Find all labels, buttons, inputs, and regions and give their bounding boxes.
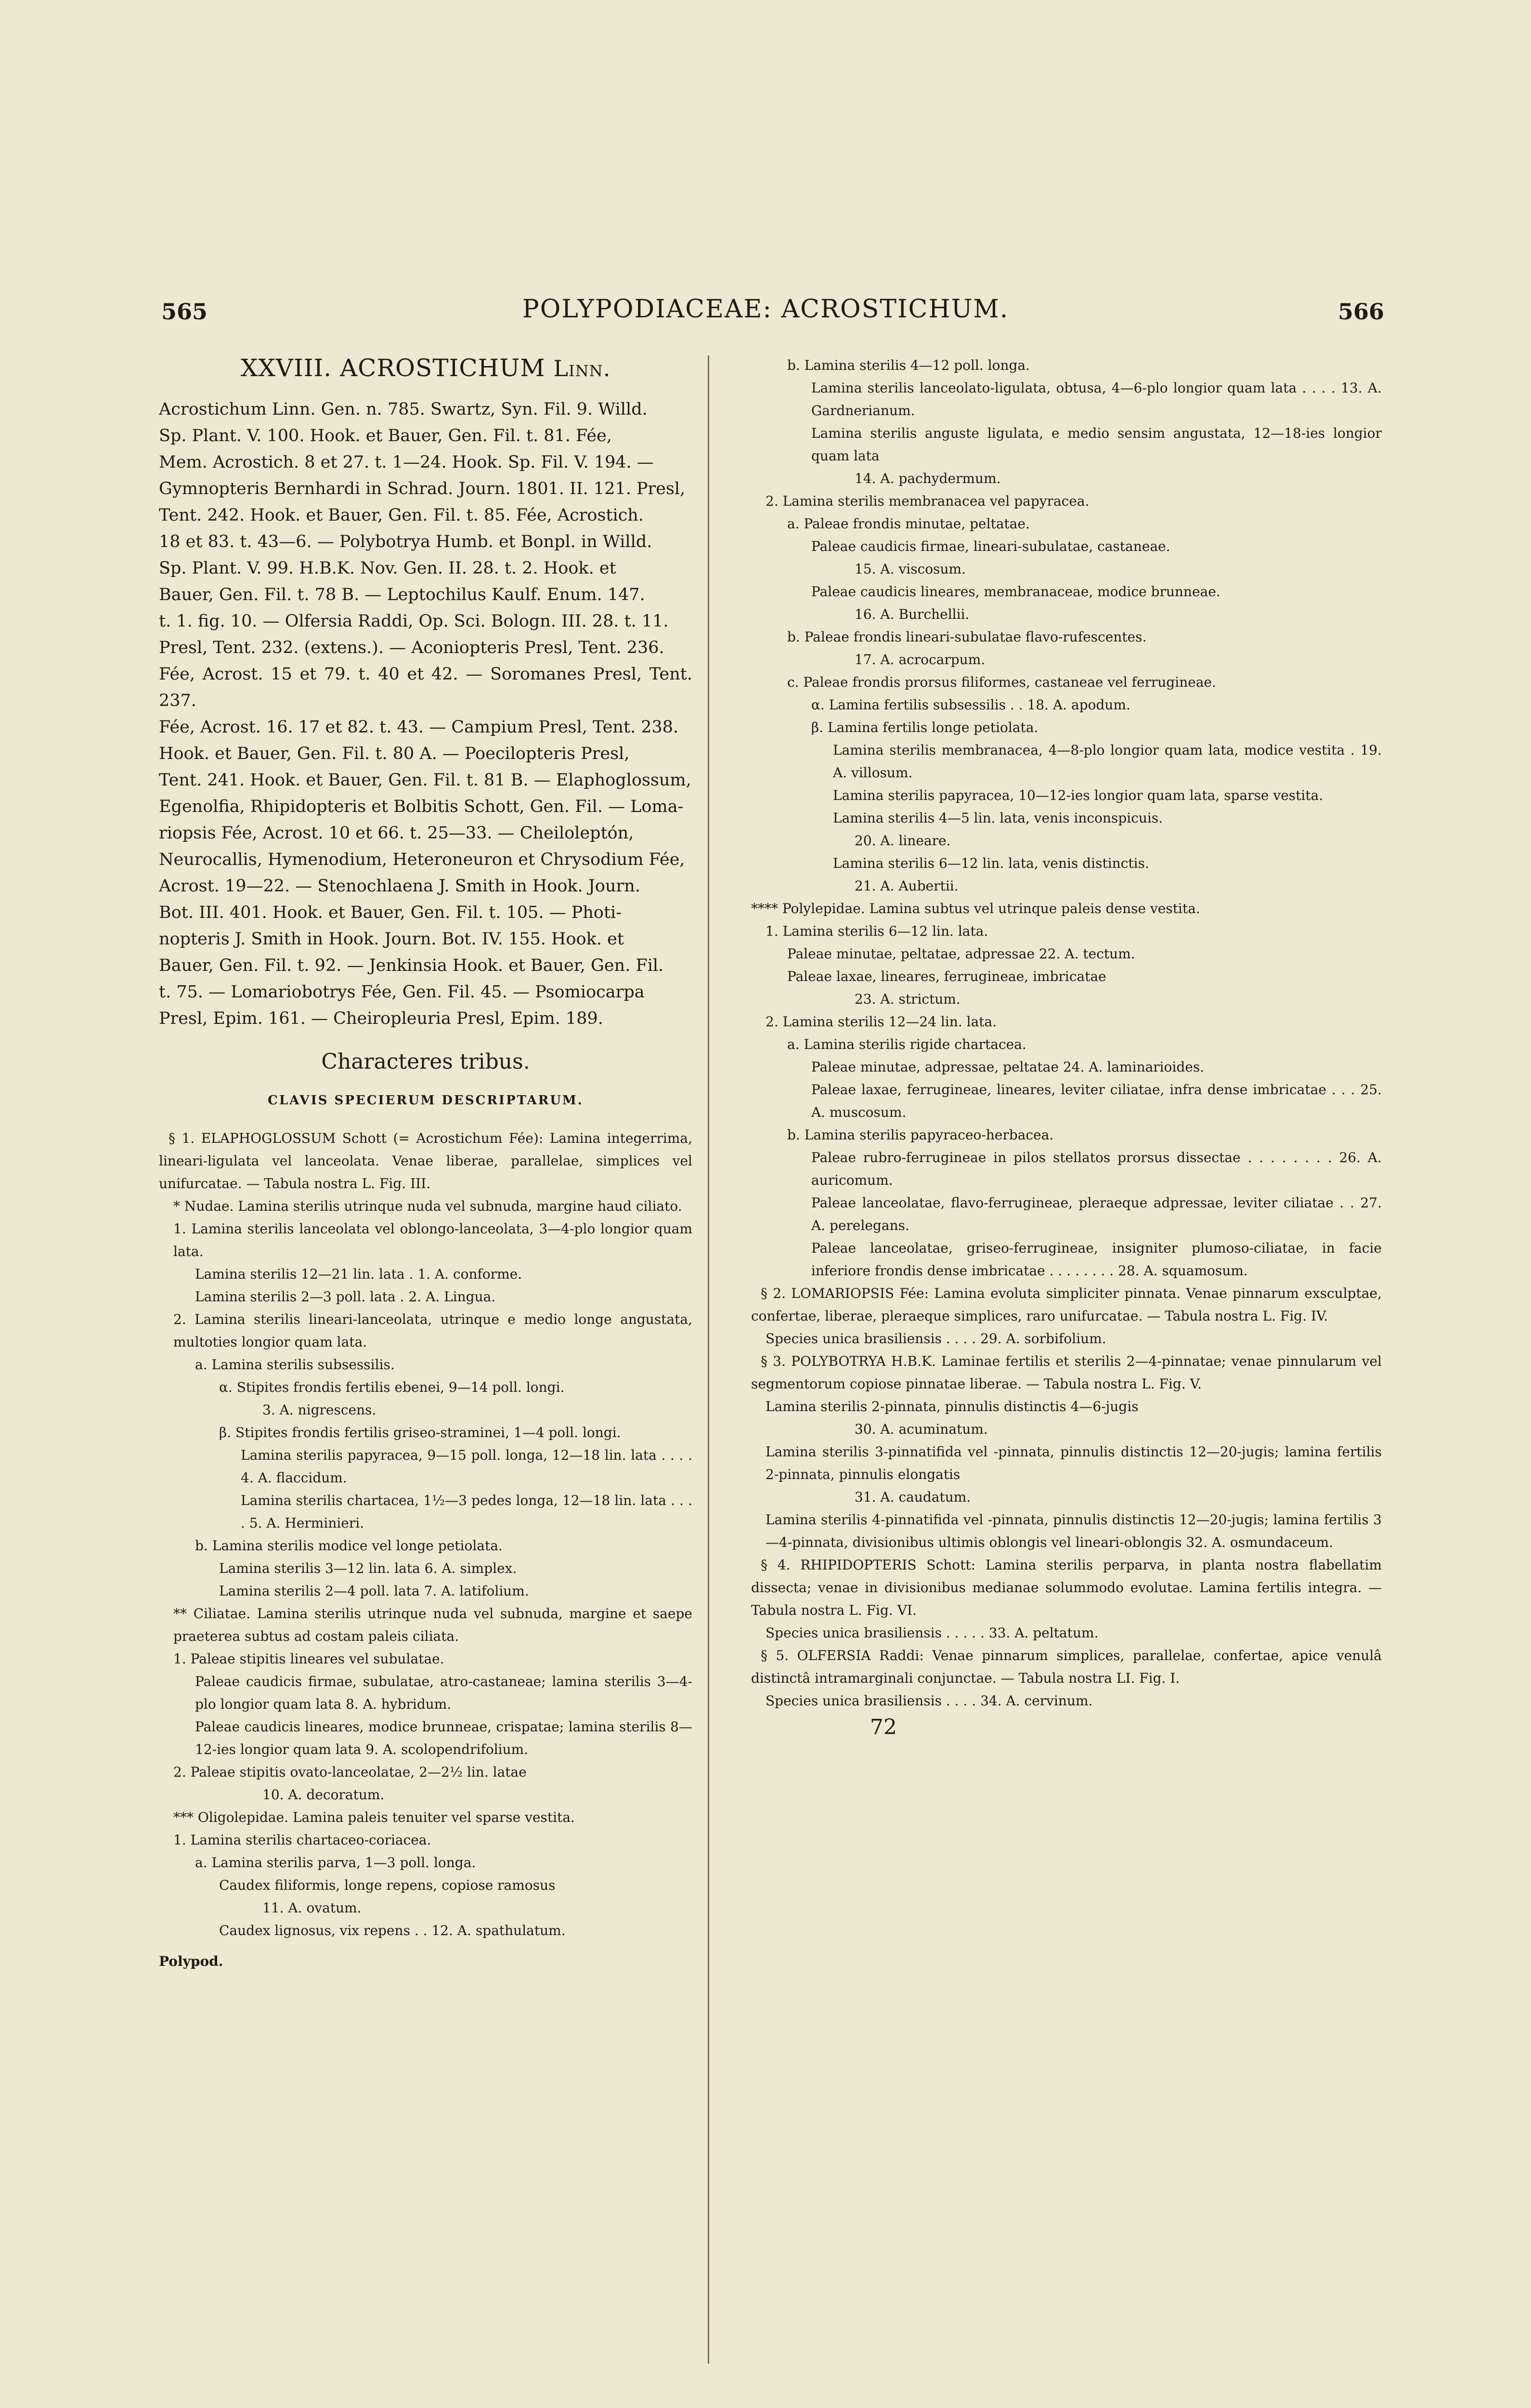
characteres-heading: Characteres tribus.	[321, 1049, 530, 1074]
key-line: 20. A. lineare.	[855, 833, 951, 849]
key-line: 2. Lamina sterilis 12—24 lin. lata.	[766, 1014, 997, 1030]
key-line: β. Lamina fertilis longe petiolata.	[811, 720, 1038, 735]
key-line: c. Paleae frondis prorsus filiformes, castaneae vel ferrugineae.	[787, 674, 1217, 690]
synonymy-line: Fée, Acrost. 16. 17 et 82. t. 43. — Campium Presl, Tent. 238.	[159, 718, 679, 737]
synonymy-line: Acrost. 19—22. — Stenochlaena J. Smith in Hook. Journ.	[159, 877, 640, 896]
key-line: b. Lamina sterilis modice vel longe petiolata.	[195, 1538, 503, 1554]
key-line: Lamina sterilis 6—12 lin. lata, venis distinctis.	[833, 855, 1149, 871]
key-line: Paleae lanceolatae, griseo-ferrugineae, insigniter plumoso-ciliatae, in facie inferiore frondis dense imbricatae . . . . . . . . 28. A. squamosum.	[811, 1240, 1382, 1279]
genus-title-main: XXVIII. ACROSTICHUM	[240, 354, 545, 382]
synonymy-line: Bot. III. 401. Hook. et Bauer, Gen. Fil. t. 105. — Photi-	[159, 903, 622, 922]
key-line: Paleae caudicis lineares, modice brunneae, crispatae; lamina sterilis 8—12-ies longior quam lata 9. A. scolopendrifolium.	[195, 1719, 692, 1757]
clavis-heading: CLAVIS SPECIERUM DESCRIPTARUM.	[268, 1093, 584, 1108]
key-line: *** Oligolepidae. Lamina paleis tenuiter vel sparse vestita.	[173, 1809, 575, 1825]
column-rule	[708, 355, 709, 2364]
key-line: Species unica brasiliensis . . . . 34. A. cervinum.	[766, 1693, 1093, 1709]
sheet-signature: 72	[870, 1715, 897, 1740]
key-line: Paleae minutae, adpressae, peltatae 24. A. laminarioides.	[811, 1059, 1205, 1075]
key-line: 15. A. viscosum.	[855, 561, 966, 577]
synonymy-line: Fée, Acrost. 15 et 79. t. 40 et 42. — Soromanes Presl, Tent. 237.	[159, 665, 692, 710]
key-line: * Nudae. Lamina sterilis utrinque nuda vel subnuda, margine haud ciliato.	[173, 1198, 682, 1214]
key-line: Paleae laxae, ferrugineae, lineares, leviter ciliatae, infra dense imbricatae . . . 25. A. muscosum.	[811, 1082, 1382, 1120]
synonymy-line: Bauer, Gen. Fil. t. 92. — Jenkinsia Hook. et Bauer, Gen. Fil.	[159, 956, 664, 975]
key-line: Species unica brasiliensis . . . . 29. A. sorbifolium.	[766, 1331, 1106, 1347]
key-line: Lamina sterilis 2—4 poll. lata 7. A. latifolium.	[219, 1583, 529, 1599]
key-line: Lamina sterilis chartacea, 1½—3 pedes longa, 12—18 lin. lata . . . . 5. A. Herminieri.	[241, 1492, 692, 1531]
synonymy-line: riopsis Fée, Acrost. 10 et 66. t. 25—33. — Cheiloleptón,	[159, 824, 634, 843]
synonymy-line: nopteris J. Smith in Hook. Journ. Bot. IV. 155. Hook. et	[159, 929, 624, 949]
key-line: **** Polylepidae. Lamina subtus vel utrinque paleis dense vestita.	[751, 901, 1200, 916]
key-line: Lamina sterilis 3-pinnatifida vel -pinnata, pinnulis distinctis 12—20-jugis; lamina fertilis 2-pinnata, pinnulis elongatis	[766, 1444, 1382, 1482]
page-number-left: 565	[161, 299, 208, 325]
key-line: β. Stipites frondis fertilis griseo-straminei, 1—4 poll. longi.	[219, 1425, 621, 1440]
key-line: Lamina sterilis anguste ligulata, e medio sensim angustata, 12—18-ies longior quam lata	[811, 425, 1382, 464]
key-line: Lamina sterilis 2-pinnata, pinnulis distinctis 4—6-jugis	[766, 1399, 1139, 1414]
key-line: a. Lamina sterilis rigide chartacea.	[787, 1036, 1026, 1052]
key-line: 11. A. ovatum.	[262, 1900, 362, 1916]
key-line: Paleae caudicis lineares, membranaceae, modice brunneae.	[811, 584, 1220, 600]
synonymy-line: Tent. 241. Hook. et Bauer, Gen. Fil. t. 81 B. — Elaphoglossum,	[159, 771, 691, 790]
synonymy-line: Mem. Acrostich. 8 et 27. t. 1—24. Hook. Sp. Fil. V. 194. —	[159, 453, 654, 472]
key-line: 1. Lamina sterilis chartaceo-coriacea.	[173, 1832, 431, 1848]
synonymy-line: t. 1. fig. 10. — Olfersia Raddi, Op. Sci. Bologn. III. 28. t. 11.	[159, 612, 669, 631]
key-line: Lamina sterilis lanceolato-ligulata, obtusa, 4—6-plo longior quam lata . . . . 13. A. Gardnerianum.	[811, 380, 1382, 419]
section-heading: § 4. RHIPIDOPTERIS Schott: Lamina sterilis perparva, in planta nostra flabellatim dissecta; venae in divisionibus medianae solummodo evolutae. Lamina fertilis integra. — Tabula nostra L. Fig. VI.	[751, 1557, 1382, 1618]
synonymy-line: Hook. et Bauer, Gen. Fil. t. 80 A. — Poecilopteris Presl,	[159, 744, 630, 763]
key-line: Paleae lanceolatae, flavo-ferrugineae, pleraeque adpressae, leviter ciliatae . . 27. A. perelegans.	[811, 1195, 1382, 1233]
running-head: POLYPODIACEAE: ACROSTICHUM.	[522, 295, 1009, 324]
key-line: 17. A. acrocarpum.	[855, 652, 986, 667]
footer-signature: Polypod.	[159, 1953, 223, 1969]
key-line: b. Lamina sterilis 4—12 poll. longa.	[787, 357, 1030, 373]
key-line: α. Lamina fertilis subsessilis . . 18. A. apodum.	[811, 697, 1130, 713]
key-line: Lamina sterilis 4-pinnatifida vel -pinnata, pinnulis distinctis 12—20-jugis; lamina fertilis 3—4-pinnata, divisionibus ultimis oblongis vel lineari-oblongis 32. A. osmundaceum.	[766, 1512, 1382, 1550]
key-line: a. Paleae frondis minutae, peltatae.	[787, 516, 1030, 532]
key-line: ** Ciliatae. Lamina sterilis utrinque nuda vel subnuda, margine et saepe praeterea subtus ad costam paleis ciliata.	[173, 1606, 692, 1644]
synonymy-line: Tent. 242. Hook. et Bauer, Gen. Fil. t. 85. Fée, Acrostich.	[159, 506, 644, 525]
key-line: 10. A. decoratum.	[262, 1787, 385, 1803]
section-heading: § 1. ELAPHOGLOSSUM Schott (= Acrostichum Fée): Lamina integerrima, lineari-ligulata vel lanceolata. Venae liberae, parallelae, simplices vel unifurcatae. — Tabula nostra L. Fig. III.	[159, 1130, 692, 1191]
key-line: b. Paleae frondis lineari-subulatae flavo-rufescentes.	[787, 629, 1147, 645]
key-line: Paleae rubro-ferrugineae in pilos stellatos prorsus dissectae . . . . . . . . 26. A. auricomum.	[811, 1150, 1382, 1188]
page-number-right: 566	[1337, 299, 1384, 325]
key-line: Lamina sterilis papyracea, 9—15 poll. longa, 12—18 lin. lata . . . . 4. A. flaccidum.	[241, 1447, 692, 1486]
key-line: 23. A. strictum.	[855, 991, 960, 1007]
key-line: Paleae caudicis firmae, lineari-subulatae, castaneae.	[811, 538, 1170, 554]
key-line: 2. Paleae stipitis ovato-lanceolatae, 2—2½ lin. latae	[173, 1764, 527, 1780]
section-heading: § 5. OLFERSIA Raddi: Venae pinnarum simplices, parallelae, confertae, apice venulâ distinctâ intramarginali conjunctae. — Tabula nostra LI. Fig. I.	[751, 1648, 1382, 1686]
right-column	[751, 354, 1382, 1740]
key-line: Lamina sterilis papyracea, 10—12-ies longior quam lata, sparse vestita.	[833, 787, 1323, 803]
synonymy-line: Egenolfia, Rhipidopteris et Bolbitis Schott, Gen. Fil. — Loma-	[159, 797, 684, 816]
key-line: 31. A. caudatum.	[855, 1489, 971, 1505]
genus-title-author: Linn.	[553, 355, 611, 381]
key-line: Caudex lignosus, vix repens . . 12. A. spathulatum.	[219, 1923, 566, 1938]
key-line: 2. Lamina sterilis lineari-lanceolata, utrinque e medio longe angustata, multoties longior quam lata.	[173, 1311, 692, 1350]
key-line: 14. A. pachydermum.	[855, 471, 1001, 486]
key-line: b. Lamina sterilis papyraceo-herbacea.	[787, 1127, 1054, 1143]
key-line: 30. A. acuminatum.	[855, 1421, 988, 1437]
key-line: Lamina sterilis 12—21 lin. lata . 1. A. conforme.	[195, 1266, 522, 1282]
key-line: a. Lamina sterilis subsessilis.	[195, 1357, 395, 1373]
left-column	[159, 354, 692, 1969]
key-line: 3. A. nigrescens.	[262, 1402, 376, 1418]
key-line: Paleae caudicis firmae, subulatae, atro-castaneae; lamina sterilis 3—4-plo longior quam lata 8. A. hybridum.	[195, 1674, 692, 1712]
key-line: Species unica brasiliensis . . . . . 33. A. peltatum.	[766, 1625, 1099, 1641]
key-lines-right	[751, 354, 1382, 1712]
key-line: Lamina sterilis 2—3 poll. lata . 2. A. Lingua.	[195, 1289, 496, 1305]
key-line: α. Stipites frondis fertilis ebenei, 9—14 poll. longi.	[219, 1379, 565, 1395]
synonymy-line: t. 75. — Lomariobotrys Fée, Gen. Fil. 45. — Psomiocarpa	[159, 982, 645, 1002]
key-line: Lamina sterilis 3—12 lin. lata 6. A. simplex.	[219, 1560, 517, 1576]
key-line: Caudex filiformis, longe repens, copiose ramosus	[219, 1877, 556, 1893]
key-line: Lamina sterilis membranacea, 4—8-plo longior quam lata, modice vestita . 19. A. villosum.	[833, 742, 1382, 781]
synonymy-line: Sp. Plant. V. 99. H.B.K. Nov. Gen. II. 28. t. 2. Hook. et	[159, 559, 616, 578]
synonymy-line: Sp. Plant. V. 100. Hook. et Bauer, Gen. Fil. t. 81. Fée,	[159, 426, 612, 445]
genus-title	[159, 354, 692, 382]
key-line: Paleae laxae, lineares, ferrugineae, imbricatae	[787, 968, 1106, 984]
synonymy-line: Bauer, Gen. Fil. t. 78 B. — Leptochilus Kaulf. Enum. 147.	[159, 585, 645, 604]
section-heading: § 3. POLYBOTRYA H.B.K. Laminae fertilis et sterilis 2—4-pinnatae; venae pinnularum vel segmentorum copiose pinnatae liberae. — Tabula nostra L. Fig. V.	[751, 1353, 1382, 1392]
synonymy-line: Acrostichum Linn. Gen. n. 785. Swartz, Syn. Fil. 9. Willd.	[159, 400, 648, 419]
key-line: 1. Paleae stipitis lineares vel subulatae.	[173, 1651, 444, 1667]
section-heading: § 2. LOMARIOPSIS Fée: Lamina evoluta simpliciter pinnata. Venae pinnarum exsculptae, confertae, liberae, pleraeque simplices, raro unifurcatae. — Tabula nostra L. Fig. IV.	[751, 1285, 1382, 1324]
synonymy-line: 18 et 83. t. 43—6. — Polybotrya Humb. et Bonpl. in Willd.	[159, 532, 652, 551]
key-line: Lamina sterilis 4—5 lin. lata, venis inconspicuis.	[833, 810, 1163, 826]
key-lines-left	[159, 1127, 692, 1942]
key-line: 21. A. Aubertii.	[855, 878, 959, 894]
key-line: a. Lamina sterilis parva, 1—3 poll. longa.	[195, 1855, 476, 1871]
key-line: 16. A. Burchellii.	[855, 606, 970, 622]
key-line: 1. Lamina sterilis 6—12 lin. lata.	[766, 923, 988, 939]
synonymy-line: Neurocallis, Hymenodium, Heteroneuron et Chrysodium Fée,	[159, 850, 685, 869]
synonymy-block	[159, 396, 692, 1032]
key-line: Paleae minutae, peltatae, adpressae 22. A. tectum.	[787, 946, 1135, 962]
synonymy-line: Presl, Epim. 161. — Cheiropleuria Presl, Epim. 189.	[159, 1009, 603, 1028]
key-line: 2. Lamina sterilis membranacea vel papyracea.	[766, 493, 1090, 509]
key-line: 1. Lamina sterilis lanceolata vel oblongo-lanceolata, 3—4-plo longior quam lata.	[173, 1221, 692, 1259]
synonymy-line: Gymnopteris Bernhardi in Schrad. Journ. 1801. II. 121. Presl,	[159, 479, 686, 498]
synonymy-line: Presl, Tent. 232. (extens.). — Aconiopteris Presl, Tent. 236.	[159, 638, 664, 657]
